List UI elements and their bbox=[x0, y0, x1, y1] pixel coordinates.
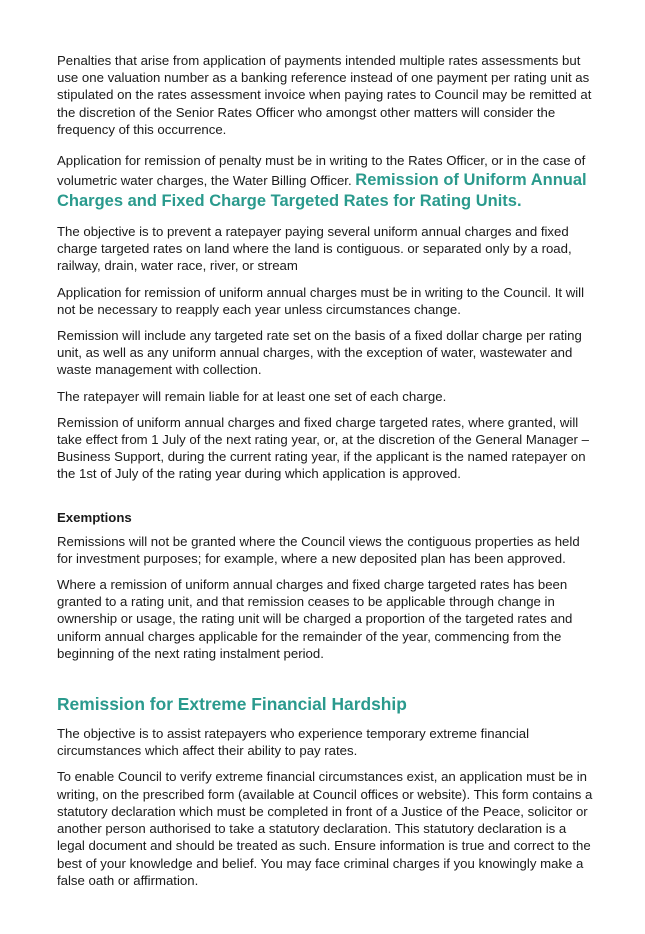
uniform-application-paragraph: Application for remission of uniform annual charges must be in writing to the Council. It will not be necessary to reapply each year unless circumstances change. bbox=[57, 284, 585, 317]
uniform-liability-paragraph: The ratepayer will remain liable for at least one set of each charge. bbox=[57, 388, 447, 404]
uniform-objective-paragraph: The objective is to prevent a ratepayer paying several uniform annual charges and fixed charge targeted rates on land where the land is contiguous. or separated only by a road, railway, drain, water race, river, or stream bbox=[57, 224, 572, 274]
penalty-application-text: Application for remission of penalty must be in writing to the Rates Officer, or in the case of volumetric water charges, the Water Billing Officer. bbox=[57, 153, 586, 189]
hardship-application-paragraph: To enable Council to verify extreme financial circumstances exist, an application must be in writing, on the prescribed form (available at Council offices or website). This form contains a statutory declaration which must be completed in front of a Justice of the Peace, solicitor or another person authorised to take a statutory declaration. This statutory declaration is a legal document and should be treated as such. Ensure information is true and correct to the best of your knowledge and belief. You may face criminal charges if you knowingly make a false oath or affirmation. bbox=[57, 769, 593, 888]
penalties-paragraph: Penalties that arise from application of payments intended multiple rates assessments but use one valuation number as a banking reference instead of one payment per rating unit as stipulated on the rates assessment invoice when paying rates to Council may be remitted at the discretion of the Senior Rates Officer who amongst other matters will consider the frequency of this occurrence. bbox=[57, 53, 592, 137]
uniform-inclusion-paragraph: Remission will include any targeted rate set on the basis of a fixed dollar charge per rating unit, as well as any uniform annual charges, with the exception of water, wastewater and waste management with collection. bbox=[57, 328, 582, 378]
document-page bbox=[57, 52, 597, 898]
hardship-objective-paragraph: The objective is to assist ratepayers who experience temporary extreme financial circumstances which affect their ability to pay rates. bbox=[57, 726, 530, 759]
penalty-application-paragraph bbox=[57, 151, 597, 212]
exemptions-heading: Exemptions bbox=[57, 509, 132, 525]
uniform-charges-heading: Remission of Uniform Annual Charges and Fixed Charge Targeted Rates for Rating Units. bbox=[57, 171, 587, 211]
exemptions-paragraph-2: Where a remission of uniform annual charges and fixed charge targeted rates has been granted to a rating unit, and that remission ceases to be applicable through change in ownership or usage, the rating unit will be charged a proportion of the targeted rates and uniform annual charges applicable for the remainder of the year, commencing from the beginning of the next rating instalment period. bbox=[57, 577, 573, 661]
hardship-heading: Remission for Extreme Financial Hardship bbox=[57, 694, 407, 715]
exemptions-paragraph-1: Remissions will not be granted where the Council views the contiguous properties as held for investment purposes; for example, where a new deposited plan has been approved. bbox=[57, 533, 580, 566]
uniform-effect-paragraph: Remission of uniform annual charges and fixed charge targeted rates, where granted, will take effect from 1 July of the next rating year, or, at the discretion of the General Manager – Business Support, during the current rating year, if the applicant is the named ratepayer on the 1st of July of the rating year during which application is approved. bbox=[57, 414, 589, 482]
